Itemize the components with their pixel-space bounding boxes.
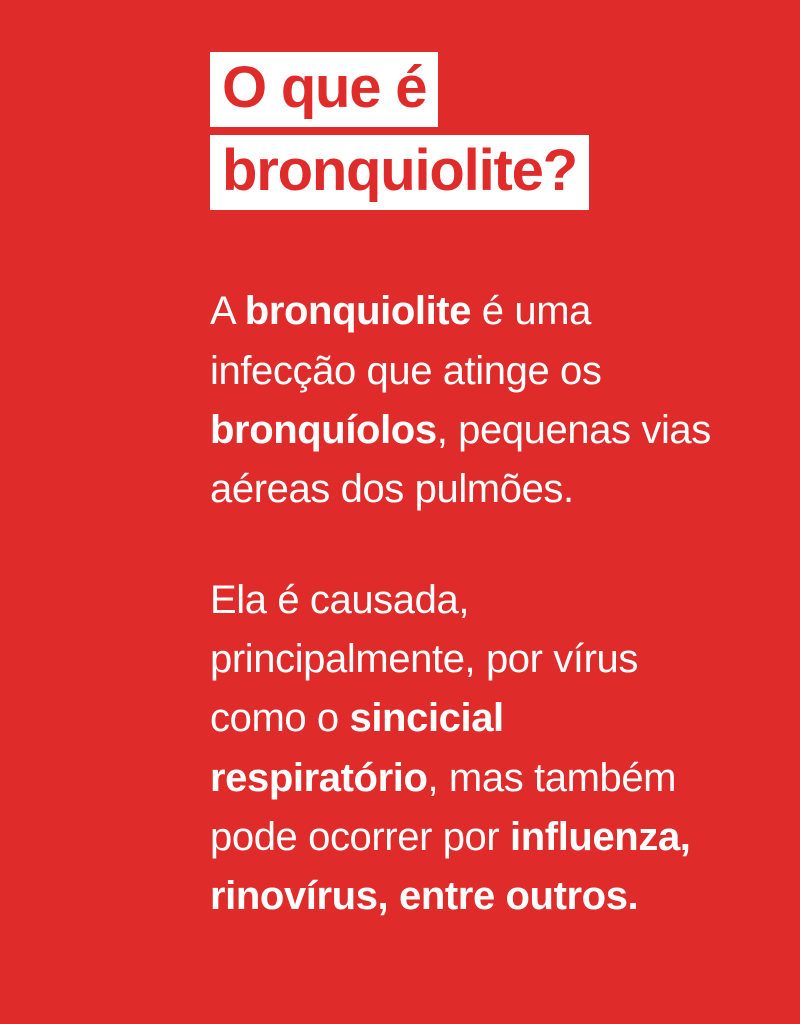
title-line-2: bronquiolite?	[210, 135, 589, 210]
page-title	[210, 52, 730, 216]
title-line-1: O que é	[210, 52, 438, 127]
body-text	[210, 282, 730, 926]
paragraph-causes: Ela é causada, principalmente, por vírus como o sincicial respiratório, mas também pode ocorrer por influenza, rinovírus, entre outros.	[210, 578, 691, 918]
paragraph-definition: A bronquiolite é uma infecção que atinge os bronquíolos, pequenas vias aéreas dos pulmões.	[210, 289, 711, 511]
